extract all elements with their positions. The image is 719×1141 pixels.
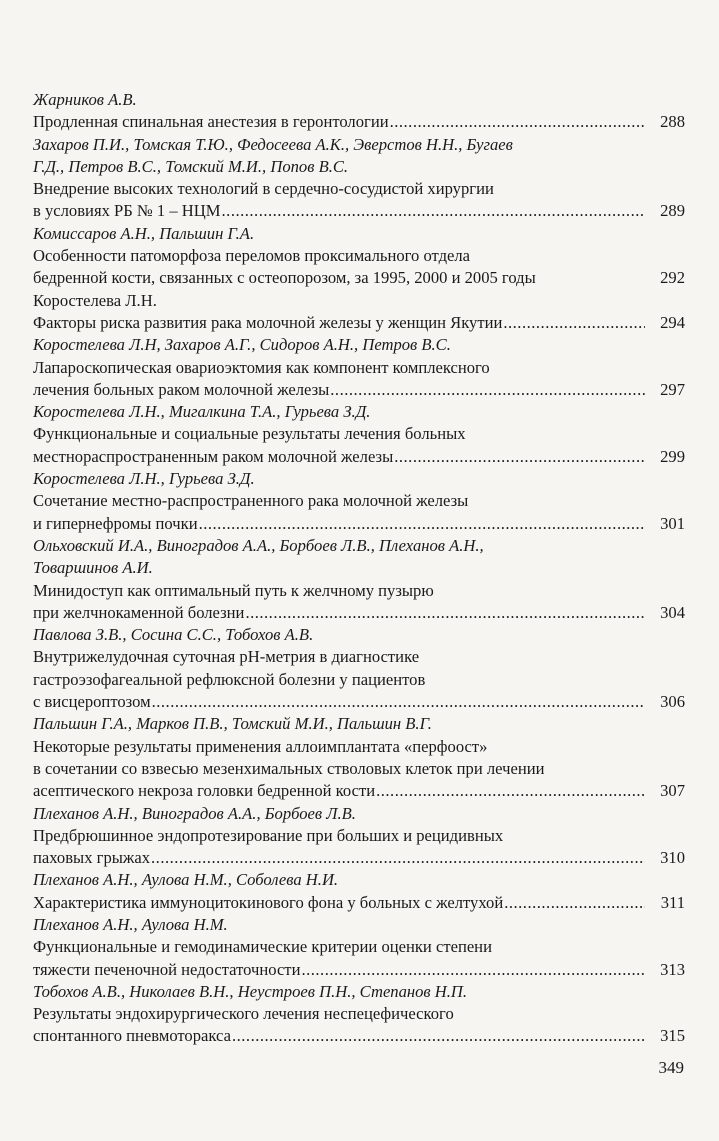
entry-title-row <box>33 312 685 334</box>
toc-entry <box>33 914 685 981</box>
entry-page-number: 311 <box>660 892 685 912</box>
dot-leader <box>376 780 645 802</box>
entry-title-line: с висцероптозом <box>33 692 151 712</box>
entry-page-number: 301 <box>660 513 685 533</box>
entry-title-line: Функциональные и социальные результаты лечения больных <box>33 424 466 444</box>
entry-title-row <box>33 691 685 713</box>
entry-authors: Коростелева Л.Н., Мигалкина Т.А., Гурьева З.Д. <box>33 402 371 422</box>
entry-title-line: Характеристика иммуноцитокинового фона у больных с желтухой <box>33 892 504 912</box>
entry-title-row <box>33 267 685 289</box>
entry-page-number: 299 <box>660 446 685 466</box>
entry-title-line: в сочетании со взвесью мезенхимальных стволовых клеток при лечении <box>33 758 545 778</box>
entry-title-row <box>33 200 685 222</box>
entry-title-line: Особенности патоморфоза переломов проксимального отдела <box>33 246 471 266</box>
entry-title-line: Сочетание местно-распространенного рака молочной железы <box>33 491 469 511</box>
dot-leader <box>301 959 645 981</box>
entry-title-row <box>33 959 685 981</box>
entry-authors: Плеханов А.Н., Аулова Н.М., Соболева Н.И. <box>33 870 339 890</box>
entry-page-number: 294 <box>660 312 685 332</box>
entry-authors: Тобохов А.В., Николаев В.Н., Неустроев П.Н., Степанов Н.П. <box>33 981 468 1001</box>
toc-entry <box>33 223 685 290</box>
entry-title-line: тяжести печеночной недостаточности <box>33 959 301 979</box>
entry-title-row <box>33 446 685 468</box>
entry-authors: Жарников А.В. <box>33 90 137 109</box>
entry-authors: Коростелева Л.Н. <box>33 290 157 310</box>
dot-leader <box>232 1025 645 1047</box>
toc-entry <box>33 535 685 624</box>
toc-entry <box>33 803 685 870</box>
dot-leader <box>152 691 645 713</box>
entry-page-number: 297 <box>660 379 685 399</box>
toc-entry <box>33 624 685 713</box>
entry-title-row <box>33 892 685 914</box>
entry-authors: Павлова З.В., Сосина С.С., Тобохов А.В. <box>33 625 314 645</box>
toc-entry <box>33 401 685 468</box>
entry-authors: Коростелева Л.Н, Захаров А.Г., Сидоров А.Н., Петров В.С. <box>33 335 451 355</box>
entry-page-number: 304 <box>660 602 685 622</box>
entry-title-line: Результаты эндохирургического лечения неспецефического <box>33 1004 454 1024</box>
entry-title-line: Факторы риска развития рака молочной железы у женщин Якутии <box>33 312 503 332</box>
dot-leader <box>151 847 645 869</box>
entry-title-line: паховых грыжах <box>33 848 151 868</box>
entry-title-row <box>33 111 685 133</box>
entry-title-line: Продленная спинальная анестезия в геронтологии <box>33 112 389 132</box>
entry-title-row <box>33 513 685 535</box>
entry-page-number: 307 <box>660 781 685 801</box>
entry-page-number: 313 <box>660 959 685 979</box>
entry-authors: Г.Д., Петров В.С., Томский М.И., Попов В.С. <box>33 156 349 176</box>
dot-leader <box>503 312 645 334</box>
entry-authors: Коростелева Л.Н., Гурьева З.Д. <box>33 469 255 489</box>
dot-leader <box>390 111 645 133</box>
toc-entry <box>33 334 685 401</box>
entry-title-line: бедренной кости, связанных с остеопорозом, за 1995, 2000 и 2005 годы <box>33 268 536 288</box>
dot-leader <box>394 446 645 468</box>
dot-leader <box>504 892 645 914</box>
table-of-contents <box>33 89 685 1048</box>
entry-authors: Пальшин Г.А., Марков П.В., Томский М.И., Пальшин В.Г. <box>33 714 432 734</box>
toc-entry <box>33 134 685 223</box>
entry-title-line: Функциональные и гемодинамические критерии оценки степени <box>33 937 492 957</box>
entry-page-number: 315 <box>660 1026 685 1046</box>
entry-title-line: асептического некроза головки бедренной кости <box>33 781 376 801</box>
entry-title-line: Некоторые результаты применения аллоимплантата «перфоост» <box>33 736 488 756</box>
dot-leader <box>245 602 645 624</box>
entry-title-line: Предбрюшинное эндопротезирование при больших и рецидивных <box>33 825 504 845</box>
entry-title-line: гастроэзофагеальной рефлюксной болезни у пациентов <box>33 669 426 689</box>
entry-title-line: местнораспространенным раком молочной железы <box>33 446 394 466</box>
entry-page-number: 292 <box>660 268 685 288</box>
entry-title-row <box>33 780 685 802</box>
dot-leader <box>222 200 645 222</box>
entry-title-line: при желчнокаменной болезни <box>33 602 245 622</box>
toc-entry <box>33 713 685 802</box>
toc-entry <box>33 869 685 914</box>
entry-title-line: Внедрение высоких технологий в сердечно-сосудистой хирургии <box>33 179 494 199</box>
toc-entry <box>33 89 685 134</box>
entry-page-number: 288 <box>660 112 685 132</box>
entry-authors: Товаршинов А.И. <box>33 558 153 578</box>
entry-title-row <box>33 379 685 401</box>
dot-leader <box>199 513 645 535</box>
dot-leader <box>330 379 645 401</box>
entry-authors: Захаров П.И., Томская Т.Ю., Федосеева А.К., Эверстов Н.Н., Бугаев <box>33 134 513 154</box>
entry-title-line: в условиях РБ № 1 – НЦМ <box>33 201 221 221</box>
entry-authors: Плеханов А.Н., Виноградов А.А., Борбоев Л.В. <box>33 803 356 823</box>
entry-page-number: 289 <box>660 201 685 221</box>
entry-title-line: лечения больных раком молочной железы <box>33 379 330 399</box>
entry-authors: Комиссаров А.Н., Пальшин Г.А. <box>33 223 255 243</box>
page-number: 349 <box>658 1058 684 1077</box>
entry-title-line: Внутрижелудочная суточная рН-метрия в диагностике <box>33 647 420 667</box>
entry-authors: Плеханов А.Н., Аулова Н.М. <box>33 914 228 934</box>
entry-page-number: 306 <box>660 692 685 712</box>
entry-title-row <box>33 847 685 869</box>
entry-title-line: Минидоступ как оптимальный путь к желчному пузырю <box>33 580 434 600</box>
entry-title-row <box>33 602 685 624</box>
entry-title-line: и гипернефромы почки <box>33 513 198 533</box>
entry-title-row <box>33 1025 685 1047</box>
entry-title-line: спонтанного пневмоторакса <box>33 1026 231 1046</box>
entry-authors: Ольховский И.А., Виноградов А.А., Борбоев Л.В., Плеханов А.Н., <box>33 535 484 555</box>
entry-page-number: 310 <box>660 848 685 868</box>
toc-entry <box>33 981 685 1048</box>
toc-entry <box>33 468 685 535</box>
entry-title-line: Лапароскопическая овариоэктомия как компонент комплексного <box>33 357 490 377</box>
toc-entry <box>33 290 685 335</box>
